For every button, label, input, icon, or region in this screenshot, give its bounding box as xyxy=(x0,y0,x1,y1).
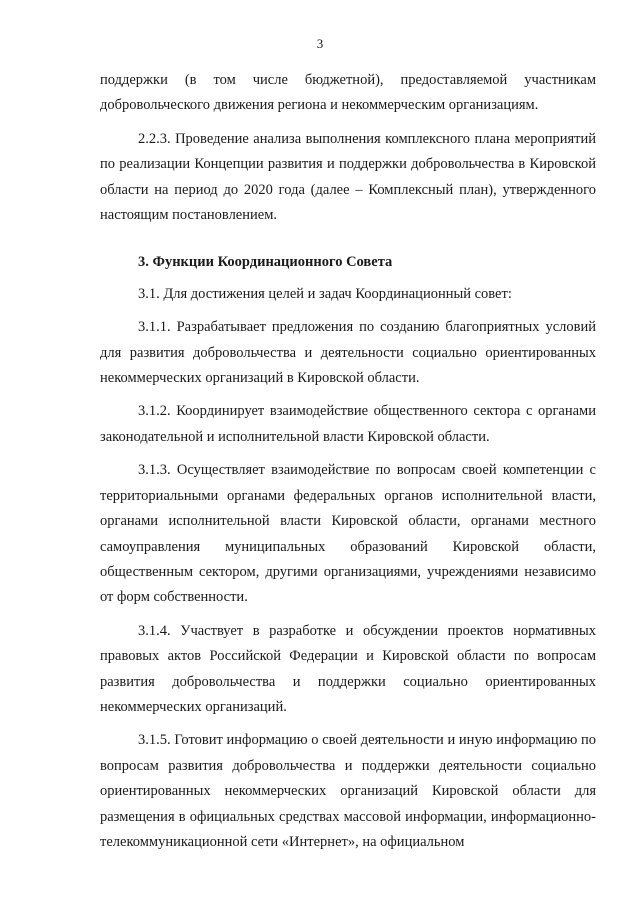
paragraph-3-1-5: 3.1.5. Готовит информацию о своей деятельности и иную информацию по вопросам развития добровольчества и поддержки деятельности социально ориентированных некоммерческих организаций Кировской области для размещения в официальных средствах массовой информации, информационно-телекоммуникационной сети «Интернет», на официальном xyxy=(100,732,596,850)
paragraph-3-1: 3.1. Для достижения целей и задач Координационный совет: xyxy=(138,285,512,302)
paragraph-3-1-3: 3.1.3. Осуществляет взаимодействие по вопросам своей компетенции с территориальными органами федеральных органов исполнительной власти, органами исполнительной власти Кировской области, органами местного самоуправления муниципальных образований Кировской области, общественным сектором, другими организациями, учреждениями независимо от форм собственности. xyxy=(100,462,596,606)
paragraph-2-2-3: 2.2.3. Проведение анализа выполнения комплексного плана мероприятий по реализации Концепции развития и поддержки добровольчества в Кировской области на период до 2020 года (далее – Комплексный план), утвержденного настоящим постановлением. xyxy=(100,130,596,224)
page-number: 3 xyxy=(316,36,324,51)
paragraph-continuation: поддержки (в том числе бюджетной), предоставляемой участникам добровольческого движения региона и некоммерческим организациям. xyxy=(100,72,596,114)
paragraph-3-1-1: 3.1.1. Разрабатывает предложения по созданию благоприятных условий для развития добровольчества и деятельности социально ориентированных некоммерческих организаций в Кировской области. xyxy=(100,319,596,387)
paragraph-3-1-2: 3.1.2. Координирует взаимодействие общественного сектора с органами законодательной и исполнительной власти Кировской области. xyxy=(100,403,596,445)
document-body xyxy=(100,68,596,863)
section-heading: 3. Функции Координационного Совета xyxy=(138,254,393,271)
paragraph-3-1-4: 3.1.4. Участвует в разработке и обсуждении проектов нормативных правовых актов Российской Федерации и Кировской области по вопросам развития добровольчества и поддержки социально ориентированных некоммерческих организаций. xyxy=(100,622,596,715)
